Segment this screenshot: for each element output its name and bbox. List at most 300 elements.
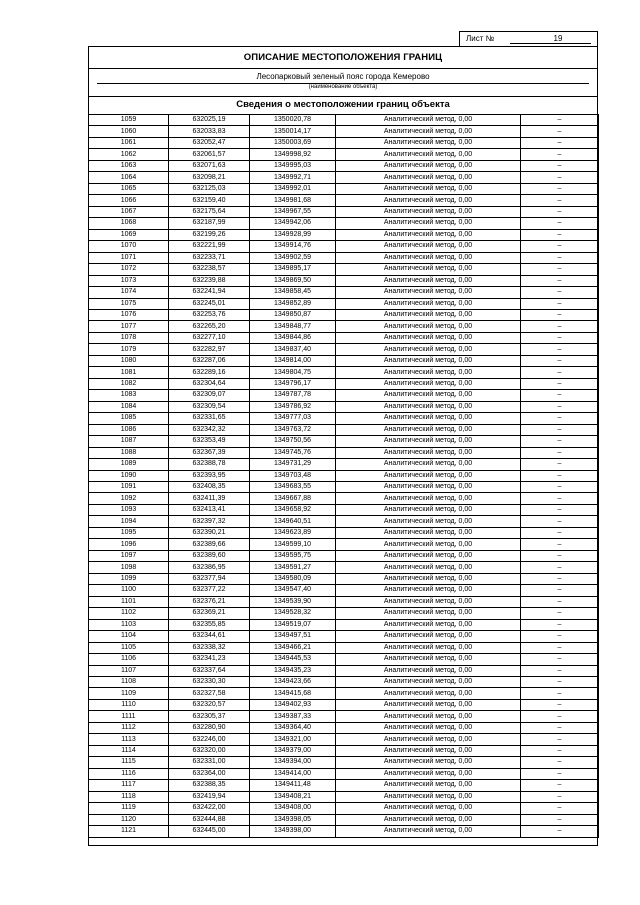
empty-value-cell: – <box>521 264 599 275</box>
table-row <box>89 814 599 825</box>
table-row <box>89 527 599 538</box>
table-row <box>89 665 599 676</box>
y-coordinate-cell: 1349850,87 <box>250 309 336 320</box>
y-coordinate-cell: 1349415,68 <box>250 688 336 699</box>
y-coordinate-cell: 1349992,01 <box>250 183 336 194</box>
y-coordinate-cell: 1349848,77 <box>250 321 336 332</box>
table-row <box>89 390 599 401</box>
point-number-cell: 1094 <box>89 516 169 527</box>
empty-value-cell: – <box>521 229 599 240</box>
y-coordinate-cell: 1350020,78 <box>250 115 336 126</box>
table-row <box>89 264 599 275</box>
empty-value-cell: – <box>521 172 599 183</box>
method-cell: Аналитический метод, 0,00 <box>336 562 521 573</box>
point-number-cell: 1076 <box>89 309 169 320</box>
empty-value-cell: – <box>521 287 599 298</box>
method-cell: Аналитический метод, 0,00 <box>336 355 521 366</box>
point-number-cell: 1107 <box>89 665 169 676</box>
x-coordinate-cell: 632390,21 <box>169 527 250 538</box>
x-coordinate-cell: 632199,26 <box>169 229 250 240</box>
method-cell: Аналитический метод, 0,00 <box>336 803 521 814</box>
point-number-cell: 1118 <box>89 791 169 802</box>
empty-value-cell: – <box>521 654 599 665</box>
y-coordinate-cell: 1349497,51 <box>250 631 336 642</box>
table-row <box>89 241 599 252</box>
table-row <box>89 631 599 642</box>
empty-value-cell: – <box>521 137 599 148</box>
empty-value-cell: – <box>521 768 599 779</box>
method-cell: Аналитический метод, 0,00 <box>336 413 521 424</box>
method-cell: Аналитический метод, 0,00 <box>336 539 521 550</box>
y-coordinate-cell: 1349435,23 <box>250 665 336 676</box>
empty-value-cell: – <box>521 699 599 710</box>
y-coordinate-cell: 1349928,99 <box>250 229 336 240</box>
x-coordinate-cell: 632304,64 <box>169 378 250 389</box>
y-coordinate-cell: 1349414,00 <box>250 768 336 779</box>
y-coordinate-cell: 1349408,00 <box>250 803 336 814</box>
boundary-points-table <box>88 114 599 838</box>
y-coordinate-cell: 1349408,21 <box>250 791 336 802</box>
empty-value-cell: – <box>521 160 599 171</box>
empty-value-cell: – <box>521 367 599 378</box>
table-row <box>89 757 599 768</box>
point-number-cell: 1098 <box>89 562 169 573</box>
table-row <box>89 768 599 779</box>
x-coordinate-cell: 632393,95 <box>169 470 250 481</box>
y-coordinate-cell: 1349379,00 <box>250 745 336 756</box>
table-row <box>89 676 599 687</box>
x-coordinate-cell: 632309,07 <box>169 390 250 401</box>
empty-value-cell: – <box>521 676 599 687</box>
y-coordinate-cell: 1349852,89 <box>250 298 336 309</box>
y-coordinate-cell: 1349423,66 <box>250 676 336 687</box>
method-cell: Аналитический метод, 0,00 <box>336 149 521 160</box>
empty-value-cell: – <box>521 734 599 745</box>
empty-value-cell: – <box>521 275 599 286</box>
empty-value-cell: – <box>521 642 599 653</box>
y-coordinate-cell: 1349745,76 <box>250 447 336 458</box>
y-coordinate-cell: 1349402,93 <box>250 699 336 710</box>
y-coordinate-cell: 1349703,48 <box>250 470 336 481</box>
method-cell: Аналитический метод, 0,00 <box>336 241 521 252</box>
x-coordinate-cell: 632413,41 <box>169 504 250 515</box>
y-coordinate-cell: 1349942,06 <box>250 218 336 229</box>
method-cell: Аналитический метод, 0,00 <box>336 711 521 722</box>
x-coordinate-cell: 632388,35 <box>169 780 250 791</box>
y-coordinate-cell: 1349398,00 <box>250 826 336 837</box>
point-number-cell: 1071 <box>89 252 169 263</box>
table-row <box>89 516 599 527</box>
document-frame <box>88 46 598 846</box>
method-cell: Аналитический метод, 0,00 <box>336 447 521 458</box>
point-number-cell: 1113 <box>89 734 169 745</box>
empty-value-cell: – <box>521 550 599 561</box>
method-cell: Аналитический метод, 0,00 <box>336 757 521 768</box>
point-number-cell: 1085 <box>89 413 169 424</box>
table-row <box>89 688 599 699</box>
method-cell: Аналитический метод, 0,00 <box>336 826 521 837</box>
point-number-cell: 1088 <box>89 447 169 458</box>
method-cell: Аналитический метод, 0,00 <box>336 309 521 320</box>
method-cell: Аналитический метод, 0,00 <box>336 172 521 183</box>
method-cell: Аналитический метод, 0,00 <box>336 745 521 756</box>
empty-value-cell: – <box>521 195 599 206</box>
method-cell: Аналитический метод, 0,00 <box>336 367 521 378</box>
empty-value-cell: – <box>521 459 599 470</box>
point-number-cell: 1104 <box>89 631 169 642</box>
y-coordinate-cell: 1349595,75 <box>250 550 336 561</box>
method-cell: Аналитический метод, 0,00 <box>336 424 521 435</box>
x-coordinate-cell: 632408,35 <box>169 482 250 493</box>
point-number-cell: 1072 <box>89 264 169 275</box>
method-cell: Аналитический метод, 0,00 <box>336 115 521 126</box>
x-coordinate-cell: 632071,63 <box>169 160 250 171</box>
y-coordinate-cell: 1349731,29 <box>250 459 336 470</box>
method-cell: Аналитический метод, 0,00 <box>336 596 521 607</box>
method-cell: Аналитический метод, 0,00 <box>336 206 521 217</box>
table-row <box>89 470 599 481</box>
method-cell: Аналитический метод, 0,00 <box>336 183 521 194</box>
point-number-cell: 1084 <box>89 401 169 412</box>
method-cell: Аналитический метод, 0,00 <box>336 401 521 412</box>
method-cell: Аналитический метод, 0,00 <box>336 665 521 676</box>
y-coordinate-cell: 1349796,17 <box>250 378 336 389</box>
y-coordinate-cell: 1349321,00 <box>250 734 336 745</box>
method-cell: Аналитический метод, 0,00 <box>336 699 521 710</box>
point-number-cell: 1097 <box>89 550 169 561</box>
point-number-cell: 1100 <box>89 585 169 596</box>
point-number-cell: 1109 <box>89 688 169 699</box>
table-row <box>89 183 599 194</box>
x-coordinate-cell: 632245,01 <box>169 298 250 309</box>
method-cell: Аналитический метод, 0,00 <box>336 287 521 298</box>
empty-value-cell: – <box>521 826 599 837</box>
point-number-cell: 1063 <box>89 160 169 171</box>
y-coordinate-cell: 1349837,40 <box>250 344 336 355</box>
empty-value-cell: – <box>521 447 599 458</box>
method-cell: Аналитический метод, 0,00 <box>336 676 521 687</box>
point-number-cell: 1083 <box>89 390 169 401</box>
table-row <box>89 287 599 298</box>
empty-value-cell: – <box>521 298 599 309</box>
method-cell: Аналитический метод, 0,00 <box>336 619 521 630</box>
x-coordinate-cell: 632246,00 <box>169 734 250 745</box>
y-coordinate-cell: 1349398,05 <box>250 814 336 825</box>
x-coordinate-cell: 632353,49 <box>169 436 250 447</box>
table-row <box>89 332 599 343</box>
point-number-cell: 1061 <box>89 137 169 148</box>
y-coordinate-cell: 1349580,09 <box>250 573 336 584</box>
y-coordinate-cell: 1349998,92 <box>250 149 336 160</box>
table-row <box>89 298 599 309</box>
method-cell: Аналитический метод, 0,00 <box>336 229 521 240</box>
table-row <box>89 160 599 171</box>
x-coordinate-cell: 632025,19 <box>169 115 250 126</box>
x-coordinate-cell: 632344,61 <box>169 631 250 642</box>
empty-value-cell: – <box>521 332 599 343</box>
empty-value-cell: – <box>521 241 599 252</box>
table-row <box>89 573 599 584</box>
x-coordinate-cell: 632061,57 <box>169 149 250 160</box>
empty-value-cell: – <box>521 149 599 160</box>
x-coordinate-cell: 632305,37 <box>169 711 250 722</box>
empty-value-cell: – <box>521 436 599 447</box>
method-cell: Аналитический метод, 0,00 <box>336 631 521 642</box>
y-coordinate-cell: 1349528,32 <box>250 608 336 619</box>
point-number-cell: 1066 <box>89 195 169 206</box>
x-coordinate-cell: 632287,06 <box>169 355 250 366</box>
method-cell: Аналитический метод, 0,00 <box>336 390 521 401</box>
y-coordinate-cell: 1350003,69 <box>250 137 336 148</box>
table-row <box>89 378 599 389</box>
point-number-cell: 1074 <box>89 287 169 298</box>
y-coordinate-cell: 1349858,45 <box>250 287 336 298</box>
empty-value-cell: – <box>521 218 599 229</box>
point-number-cell: 1064 <box>89 172 169 183</box>
y-coordinate-cell: 1349623,89 <box>250 527 336 538</box>
empty-value-cell: – <box>521 619 599 630</box>
x-coordinate-cell: 632282,97 <box>169 344 250 355</box>
point-number-cell: 1106 <box>89 654 169 665</box>
x-coordinate-cell: 632369,21 <box>169 608 250 619</box>
y-coordinate-cell: 1349869,50 <box>250 275 336 286</box>
method-cell: Аналитический метод, 0,00 <box>336 768 521 779</box>
x-coordinate-cell: 632289,16 <box>169 367 250 378</box>
y-coordinate-cell: 1349750,56 <box>250 436 336 447</box>
y-coordinate-cell: 1349967,55 <box>250 206 336 217</box>
table-row <box>89 654 599 665</box>
method-cell: Аналитический метод, 0,00 <box>336 344 521 355</box>
x-coordinate-cell: 632331,00 <box>169 757 250 768</box>
method-cell: Аналитический метод, 0,00 <box>336 332 521 343</box>
y-coordinate-cell: 1349777,03 <box>250 413 336 424</box>
x-coordinate-cell: 632337,64 <box>169 665 250 676</box>
empty-value-cell: – <box>521 424 599 435</box>
method-cell: Аналитический метод, 0,00 <box>336 160 521 171</box>
table-row <box>89 619 599 630</box>
point-number-cell: 1105 <box>89 642 169 653</box>
method-cell: Аналитический метод, 0,00 <box>336 482 521 493</box>
table-row <box>89 321 599 332</box>
section-title: Сведения о местоположении границ объекта <box>236 99 450 110</box>
empty-value-cell: – <box>521 126 599 137</box>
point-number-cell: 1115 <box>89 757 169 768</box>
empty-value-cell: – <box>521 780 599 791</box>
method-cell: Аналитический метод, 0,00 <box>336 195 521 206</box>
y-coordinate-cell: 1349787,78 <box>250 390 336 401</box>
point-number-cell: 1092 <box>89 493 169 504</box>
table-row <box>89 596 599 607</box>
object-name: Лесопарковый зеленый пояс города Кемерово <box>256 72 430 81</box>
x-coordinate-cell: 632175,64 <box>169 206 250 217</box>
sheet-number: 19 <box>553 34 563 43</box>
method-cell: Аналитический метод, 0,00 <box>336 527 521 538</box>
empty-value-cell: – <box>521 608 599 619</box>
x-coordinate-cell: 632327,58 <box>169 688 250 699</box>
x-coordinate-cell: 632330,30 <box>169 676 250 687</box>
table-row <box>89 539 599 550</box>
y-coordinate-cell: 1349519,07 <box>250 619 336 630</box>
table-row <box>89 642 599 653</box>
y-coordinate-cell: 1349445,53 <box>250 654 336 665</box>
method-cell: Аналитический метод, 0,00 <box>336 126 521 137</box>
empty-value-cell: – <box>521 745 599 756</box>
method-cell: Аналитический метод, 0,00 <box>336 814 521 825</box>
method-cell: Аналитический метод, 0,00 <box>336 608 521 619</box>
table-row <box>89 780 599 791</box>
empty-value-cell: – <box>521 183 599 194</box>
empty-value-cell: – <box>521 665 599 676</box>
empty-value-cell: – <box>521 344 599 355</box>
x-coordinate-cell: 632376,21 <box>169 596 250 607</box>
object-caption: (наименование объекта) <box>308 84 378 90</box>
sheet-label: Лист № <box>466 34 495 43</box>
y-coordinate-cell: 1349599,10 <box>250 539 336 550</box>
table-row <box>89 367 599 378</box>
table-row <box>89 229 599 240</box>
x-coordinate-cell: 632187,99 <box>169 218 250 229</box>
method-cell: Аналитический метод, 0,00 <box>336 550 521 561</box>
table-row <box>89 344 599 355</box>
method-cell: Аналитический метод, 0,00 <box>336 642 521 653</box>
y-coordinate-cell: 1349539,90 <box>250 596 336 607</box>
table-row <box>89 562 599 573</box>
empty-value-cell: – <box>521 814 599 825</box>
x-coordinate-cell: 632386,95 <box>169 562 250 573</box>
point-number-cell: 1101 <box>89 596 169 607</box>
x-coordinate-cell: 632331,65 <box>169 413 250 424</box>
table-row <box>89 447 599 458</box>
method-cell: Аналитический метод, 0,00 <box>336 791 521 802</box>
point-number-cell: 1116 <box>89 768 169 779</box>
table-row <box>89 699 599 710</box>
point-number-cell: 1093 <box>89 504 169 515</box>
empty-value-cell: – <box>521 596 599 607</box>
point-number-cell: 1077 <box>89 321 169 332</box>
table-row <box>89 309 599 320</box>
point-number-cell: 1099 <box>89 573 169 584</box>
x-coordinate-cell: 632320,00 <box>169 745 250 756</box>
x-coordinate-cell: 632397,32 <box>169 516 250 527</box>
table-row <box>89 206 599 217</box>
point-number-cell: 1089 <box>89 459 169 470</box>
x-coordinate-cell: 632052,47 <box>169 137 250 148</box>
point-number-cell: 1079 <box>89 344 169 355</box>
empty-value-cell: – <box>521 115 599 126</box>
empty-value-cell: – <box>521 390 599 401</box>
method-cell: Аналитический метод, 0,00 <box>336 218 521 229</box>
point-number-cell: 1070 <box>89 241 169 252</box>
y-coordinate-cell: 1349992,71 <box>250 172 336 183</box>
y-coordinate-cell: 1349786,92 <box>250 401 336 412</box>
x-coordinate-cell: 632253,76 <box>169 309 250 320</box>
x-coordinate-cell: 632388,78 <box>169 459 250 470</box>
table-row <box>89 424 599 435</box>
sheet-number-box <box>459 31 598 46</box>
empty-value-cell: – <box>521 470 599 481</box>
method-cell: Аналитический метод, 0,00 <box>336 516 521 527</box>
table-row <box>89 172 599 183</box>
method-cell: Аналитический метод, 0,00 <box>336 504 521 515</box>
method-cell: Аналитический метод, 0,00 <box>336 264 521 275</box>
table-row <box>89 355 599 366</box>
point-number-cell: 1110 <box>89 699 169 710</box>
point-number-cell: 1080 <box>89 355 169 366</box>
table-row <box>89 504 599 515</box>
y-coordinate-cell: 1349387,33 <box>250 711 336 722</box>
x-coordinate-cell: 632389,60 <box>169 550 250 561</box>
empty-value-cell: – <box>521 482 599 493</box>
table-row <box>89 791 599 802</box>
method-cell: Аналитический метод, 0,00 <box>336 688 521 699</box>
y-coordinate-cell: 1349591,27 <box>250 562 336 573</box>
point-number-cell: 1067 <box>89 206 169 217</box>
point-number-cell: 1090 <box>89 470 169 481</box>
table-row <box>89 585 599 596</box>
table-row <box>89 493 599 504</box>
empty-value-cell: – <box>521 493 599 504</box>
method-cell: Аналитический метод, 0,00 <box>336 722 521 733</box>
table-row <box>89 401 599 412</box>
point-number-cell: 1111 <box>89 711 169 722</box>
x-coordinate-cell: 632445,00 <box>169 826 250 837</box>
empty-value-cell: – <box>521 791 599 802</box>
point-number-cell: 1086 <box>89 424 169 435</box>
method-cell: Аналитический метод, 0,00 <box>336 470 521 481</box>
point-number-cell: 1119 <box>89 803 169 814</box>
point-number-cell: 1120 <box>89 814 169 825</box>
y-coordinate-cell: 1349683,55 <box>250 482 336 493</box>
method-cell: Аналитический метод, 0,00 <box>336 493 521 504</box>
empty-value-cell: – <box>521 722 599 733</box>
empty-value-cell: – <box>521 321 599 332</box>
table-row <box>89 149 599 160</box>
empty-value-cell: – <box>521 309 599 320</box>
table-row <box>89 137 599 148</box>
point-number-cell: 1078 <box>89 332 169 343</box>
x-coordinate-cell: 632241,94 <box>169 287 250 298</box>
y-coordinate-cell: 1349804,75 <box>250 367 336 378</box>
y-coordinate-cell: 1349394,00 <box>250 757 336 768</box>
method-cell: Аналитический метод, 0,00 <box>336 459 521 470</box>
x-coordinate-cell: 632265,20 <box>169 321 250 332</box>
y-coordinate-cell: 1349995,03 <box>250 160 336 171</box>
empty-value-cell: – <box>521 688 599 699</box>
point-number-cell: 1059 <box>89 115 169 126</box>
empty-value-cell: – <box>521 252 599 263</box>
empty-value-cell: – <box>521 711 599 722</box>
x-coordinate-cell: 632320,57 <box>169 699 250 710</box>
x-coordinate-cell: 632411,39 <box>169 493 250 504</box>
y-coordinate-cell: 1349902,59 <box>250 252 336 263</box>
table-row <box>89 482 599 493</box>
x-coordinate-cell: 632377,22 <box>169 585 250 596</box>
x-coordinate-cell: 632159,40 <box>169 195 250 206</box>
point-number-cell: 1068 <box>89 218 169 229</box>
table-row <box>89 745 599 756</box>
y-coordinate-cell: 1349547,40 <box>250 585 336 596</box>
x-coordinate-cell: 632238,57 <box>169 264 250 275</box>
table-row <box>89 608 599 619</box>
empty-value-cell: – <box>521 504 599 515</box>
header-divider <box>89 68 597 69</box>
point-number-cell: 1112 <box>89 722 169 733</box>
empty-value-cell: – <box>521 539 599 550</box>
empty-value-cell: – <box>521 585 599 596</box>
method-cell: Аналитический метод, 0,00 <box>336 137 521 148</box>
table-row <box>89 734 599 745</box>
x-coordinate-cell: 632444,88 <box>169 814 250 825</box>
